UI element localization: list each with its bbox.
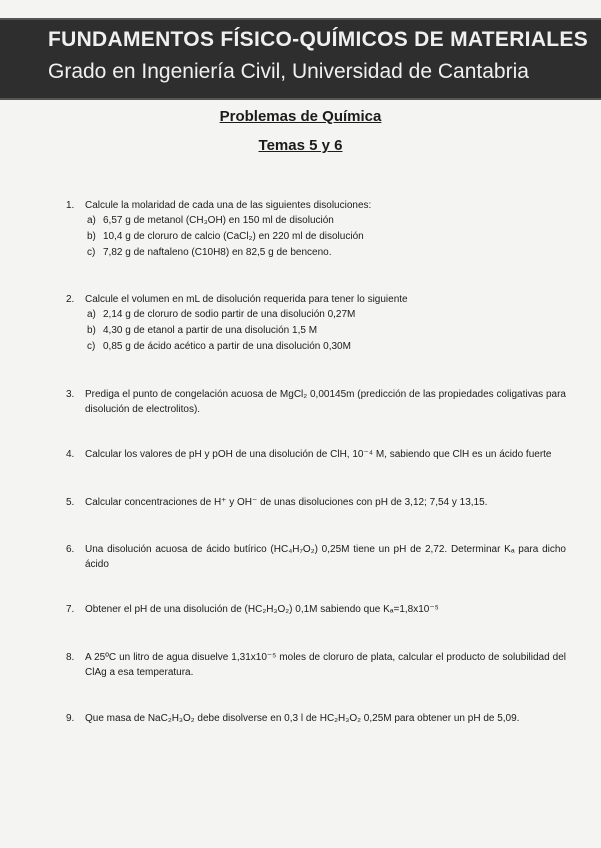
problem-number: 6.: [66, 544, 75, 555]
problem-item: [87, 213, 557, 228]
problem-text: Que masa de NaC₂H₃O₂ debe disolverse en 0,3 l de HC₂H₃O₂ 0,25M para obtener un pH de 5,09.: [85, 713, 520, 724]
problem-3: [66, 387, 566, 419]
problem-item: [87, 229, 557, 244]
course-title: FUNDAMENTOS FÍSICO-QUÍMICOS DE MATERIALES: [48, 28, 589, 51]
problem-text: Calcular concentraciones de H⁺ y OH⁻ de unas disoluciones con pH de 3,12; 7,54 y 13,15.: [85, 497, 488, 508]
problem-number: 2.: [66, 294, 75, 305]
problem-number: 3.: [66, 389, 75, 400]
item-letter: b): [87, 231, 96, 242]
problem-2: [66, 292, 566, 356]
item-letter: c): [87, 247, 96, 258]
problem-4: [66, 447, 566, 463]
item-text: 4,30 g de etanol a partir de una disolución 1,5 M: [103, 325, 318, 336]
item-text: 0,85 g de ácido acético a partir de una disolución 0,30M: [103, 341, 351, 352]
problem-6: [66, 542, 566, 574]
problem-text: A 25ºC un litro de agua disuelve 1,31x10⁻⁵ moles de cloruro de plata, calcular el producto de solubilidad del ClAg a esa temperatura.: [85, 652, 566, 678]
problem-item: [87, 307, 557, 322]
problem-1: [66, 198, 566, 262]
problem-text: Obtener el pH de una disolución de (HC₂H₃O₂) 0,1M sabiendo que Kₐ=1,8x10⁻⁵: [85, 604, 439, 615]
problem-item: [87, 323, 557, 338]
item-letter: a): [87, 215, 96, 226]
problem-text: Una disolución acuosa de ácido butírico (HC₄H₇O₂) 0,25M tiene un pH de 2,72. Determinar Kₐ para dicho ácido: [85, 544, 566, 570]
problem-number: 5.: [66, 497, 75, 508]
problem-8: [66, 650, 566, 682]
item-letter: c): [87, 341, 96, 352]
page-title: Problemas de Química: [219, 108, 382, 125]
course-subtitle: Grado en Ingeniería Civil, Universidad de Cantabria: [48, 60, 529, 83]
problem-text: Calcule la molaridad de cada una de las siguientes disoluciones:: [85, 200, 372, 211]
problem-text: Calcular los valores de pH y pOH de una disolución de ClH, 10⁻⁴ M, sabiendo que ClH es un ácido fuerte: [85, 449, 552, 460]
problem-number: 9.: [66, 713, 75, 724]
problem-7: [66, 602, 566, 618]
problem-number: 1.: [66, 200, 75, 211]
item-text: 10,4 g de cloruro de calcio (CaCl₂) en 220 ml de disolución: [103, 231, 364, 242]
item-letter: a): [87, 309, 96, 320]
item-text: 7,82 g de naftaleno (C10H8) en 82,5 g de benceno.: [103, 247, 332, 258]
item-text: 6,57 g de metanol (CH₃OH) en 150 ml de disolución: [103, 215, 334, 226]
problem-number: 4.: [66, 449, 75, 460]
problem-item: [87, 245, 557, 260]
problem-number: 7.: [66, 604, 75, 615]
problem-text: Calcule el volumen en mL de disolución requerida para tener lo siguiente: [85, 294, 408, 305]
problem-item: [87, 339, 557, 354]
problem-text: Prediga el punto de congelación acuosa de MgCl₂ 0,00145m (predicción de las propiedades coligativas para disolución de electrolitos).: [85, 389, 566, 415]
header-banner: [0, 18, 601, 100]
problem-5: [66, 495, 566, 511]
page-subtitle: Temas 5 y 6: [258, 137, 343, 154]
problem-number: 8.: [66, 652, 75, 663]
item-letter: b): [87, 325, 96, 336]
item-text: 2,14 g de cloruro de sodio partir de una disolución 0,27M: [103, 309, 356, 320]
problem-9: [66, 711, 566, 727]
